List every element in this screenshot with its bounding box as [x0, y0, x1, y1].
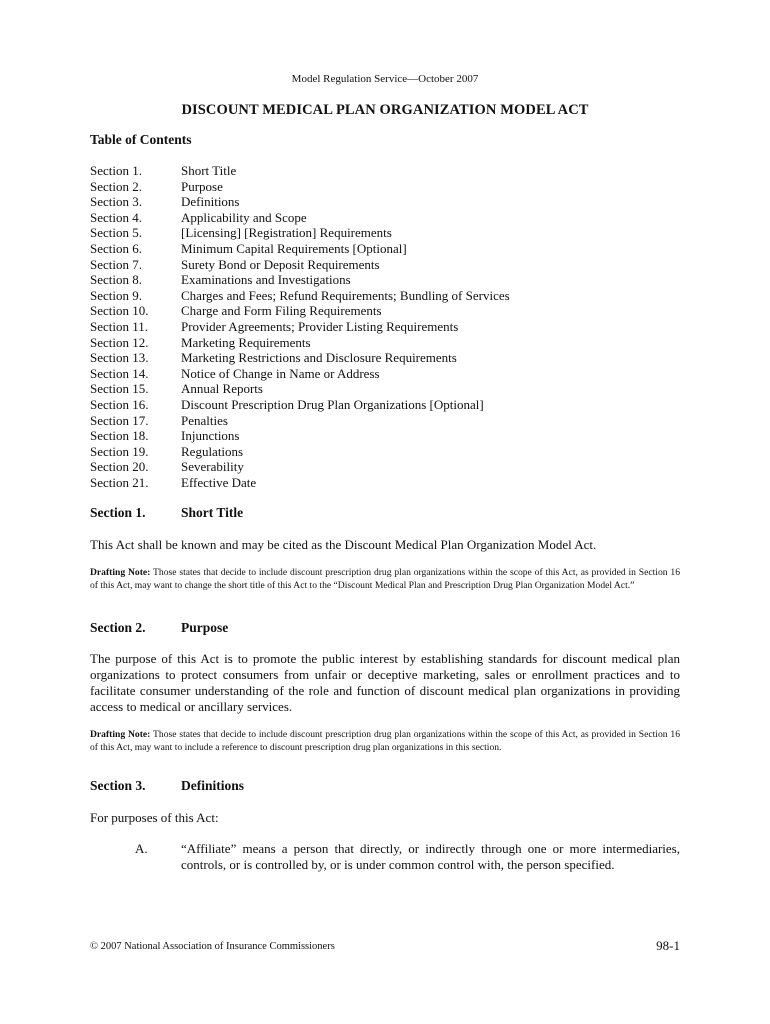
section-1-heading	[90, 505, 243, 521]
toc-section-title: Definitions	[181, 194, 240, 210]
toc-section-number: Section 18.	[90, 428, 149, 444]
toc-section-number: Section 16.	[90, 396, 149, 412]
toc-row	[90, 475, 690, 491]
toc-section-number: Section 6.	[90, 240, 142, 256]
section-3-title: Definitions	[181, 778, 245, 793]
section-2-heading	[90, 620, 228, 636]
toc-section-title: Short Title	[181, 163, 237, 178]
toc-row	[90, 413, 690, 429]
toc-section-title: [Licensing] [Registration] Requirements	[181, 225, 392, 241]
toc-row	[90, 381, 690, 397]
toc-section-title: Applicability and Scope	[181, 209, 307, 225]
toc-section-title: Purpose	[181, 178, 223, 194]
table-of-contents	[90, 163, 690, 490]
toc-section-title: Notice of Change in Name or Address	[181, 365, 380, 381]
toc-section-number: Section 8.	[90, 272, 142, 288]
toc-row	[90, 303, 690, 319]
drafting-note-text: Those states that decide to include discount prescription drug plan organizations within the scope of this Act, as provided in Section 16 of this Act, may want to include a reference to discount prescription drug plan organizations in this section.	[90, 729, 680, 753]
toc-section-number: Section 5.	[90, 225, 142, 241]
toc-row	[90, 241, 690, 257]
toc-row	[90, 459, 690, 475]
toc-section-title: Charge and Form Filing Requirements	[181, 303, 382, 319]
toc-section-number: Section 11.	[90, 318, 149, 334]
toc-section-title: Injunctions	[181, 428, 240, 444]
drafting-note-text: Those states that decide to include discount prescription drug plan organizations within the scope of this Act, as provided in Section 16 of this Act, may want to change the short title of this Act to the “Discount Medical Plan and Prescription Drug Plan Organization Model Act.”	[90, 567, 680, 591]
section-2-body: The purpose of this Act is to promote the public interest by establishing standards for discount medical plan organizations to protect consumers from unfair or deceptive marketing, sales or enrollment practices and to facilitate consumer understanding of the role and function of discount medical plan organizations in providing access to medical or ancillary services.	[90, 651, 680, 714]
toc-row	[90, 444, 690, 460]
toc-section-number: Section 21.	[90, 474, 149, 490]
section-1-number: Section 1.	[90, 505, 146, 520]
section-1-body: This Act shall be known and may be cited as the Discount Medical Plan Organization Model Act.	[90, 537, 597, 552]
document-title: DISCOUNT MEDICAL PLAN ORGANIZATION MODEL ACT	[181, 102, 589, 118]
toc-section-number: Section 15.	[90, 381, 149, 397]
toc-row	[90, 428, 690, 444]
footer-copyright: © 2007 National Association of Insurance Commissioners	[90, 941, 335, 952]
toc-section-number: Section 13.	[90, 350, 149, 366]
definition-a	[90, 841, 680, 873]
definition-a-text: “Affiliate” means a person that directly, or indirectly through one or more intermediaries, controls, or is controlled by, or is under common control with, the person specified.	[181, 841, 680, 872]
toc-row	[90, 163, 690, 179]
toc-section-title: Surety Bond or Deposit Requirements	[181, 256, 380, 272]
toc-section-number: Section 20.	[90, 459, 149, 475]
section-2-title: Purpose	[181, 620, 229, 635]
toc-section-number: Section 19.	[90, 443, 149, 459]
section-3-number: Section 3.	[90, 778, 146, 793]
toc-row	[90, 257, 690, 273]
toc-section-title: Regulations	[181, 443, 244, 459]
drafting-note-label: Drafting Note:	[90, 567, 151, 578]
toc-section-title: Effective Date	[181, 474, 257, 490]
toc-row	[90, 397, 690, 413]
toc-section-number: Section 3.	[90, 194, 142, 210]
toc-section-number: Section 1.	[90, 163, 142, 178]
toc-section-title: Penalties	[181, 412, 228, 428]
toc-row	[90, 179, 690, 195]
toc-row	[90, 210, 690, 226]
page-number: 98-1	[656, 938, 680, 953]
toc-section-title: Examinations and Investigations	[181, 272, 351, 288]
toc-section-title: Discount Prescription Drug Plan Organizations [Optional]	[181, 396, 484, 412]
toc-row	[90, 225, 690, 241]
section-1-title: Short Title	[181, 505, 244, 520]
drafting-note-label: Drafting Note:	[90, 729, 151, 740]
toc-row	[90, 272, 690, 288]
toc-section-number: Section 9.	[90, 287, 142, 303]
section-2-drafting-note	[90, 728, 680, 754]
toc-section-number: Section 10.	[90, 303, 149, 319]
toc-section-title: Marketing Restrictions and Disclosure Requirements	[181, 350, 457, 366]
toc-section-number: Section 4.	[90, 209, 142, 225]
toc-section-number: Section 7.	[90, 256, 142, 272]
running-header: Model Regulation Service—October 2007	[291, 73, 479, 85]
toc-row	[90, 194, 690, 210]
toc-row	[90, 335, 690, 351]
toc-row	[90, 350, 690, 366]
section-2-number: Section 2.	[90, 620, 146, 635]
definition-a-letter: A.	[135, 841, 148, 856]
toc-section-number: Section 2.	[90, 178, 142, 194]
toc-section-title: Severability	[181, 459, 244, 475]
toc-heading: Table of Contents	[90, 132, 192, 147]
toc-section-number: Section 12.	[90, 334, 149, 350]
toc-row	[90, 366, 690, 382]
toc-section-number: Section 17.	[90, 412, 149, 428]
toc-section-title: Annual Reports	[181, 381, 263, 397]
section-3-intro: For purposes of this Act:	[90, 810, 219, 825]
toc-section-title: Marketing Requirements	[181, 334, 311, 350]
toc-row	[90, 288, 690, 304]
section-3-heading	[90, 778, 244, 794]
toc-section-title: Provider Agreements; Provider Listing Requirements	[181, 318, 459, 334]
toc-section-number: Section 14.	[90, 365, 149, 381]
toc-section-title: Charges and Fees; Refund Requirements; Bundling of Services	[181, 287, 510, 303]
toc-row	[90, 319, 690, 335]
toc-section-title: Minimum Capital Requirements [Optional]	[181, 240, 407, 256]
section-1-drafting-note	[90, 566, 680, 592]
